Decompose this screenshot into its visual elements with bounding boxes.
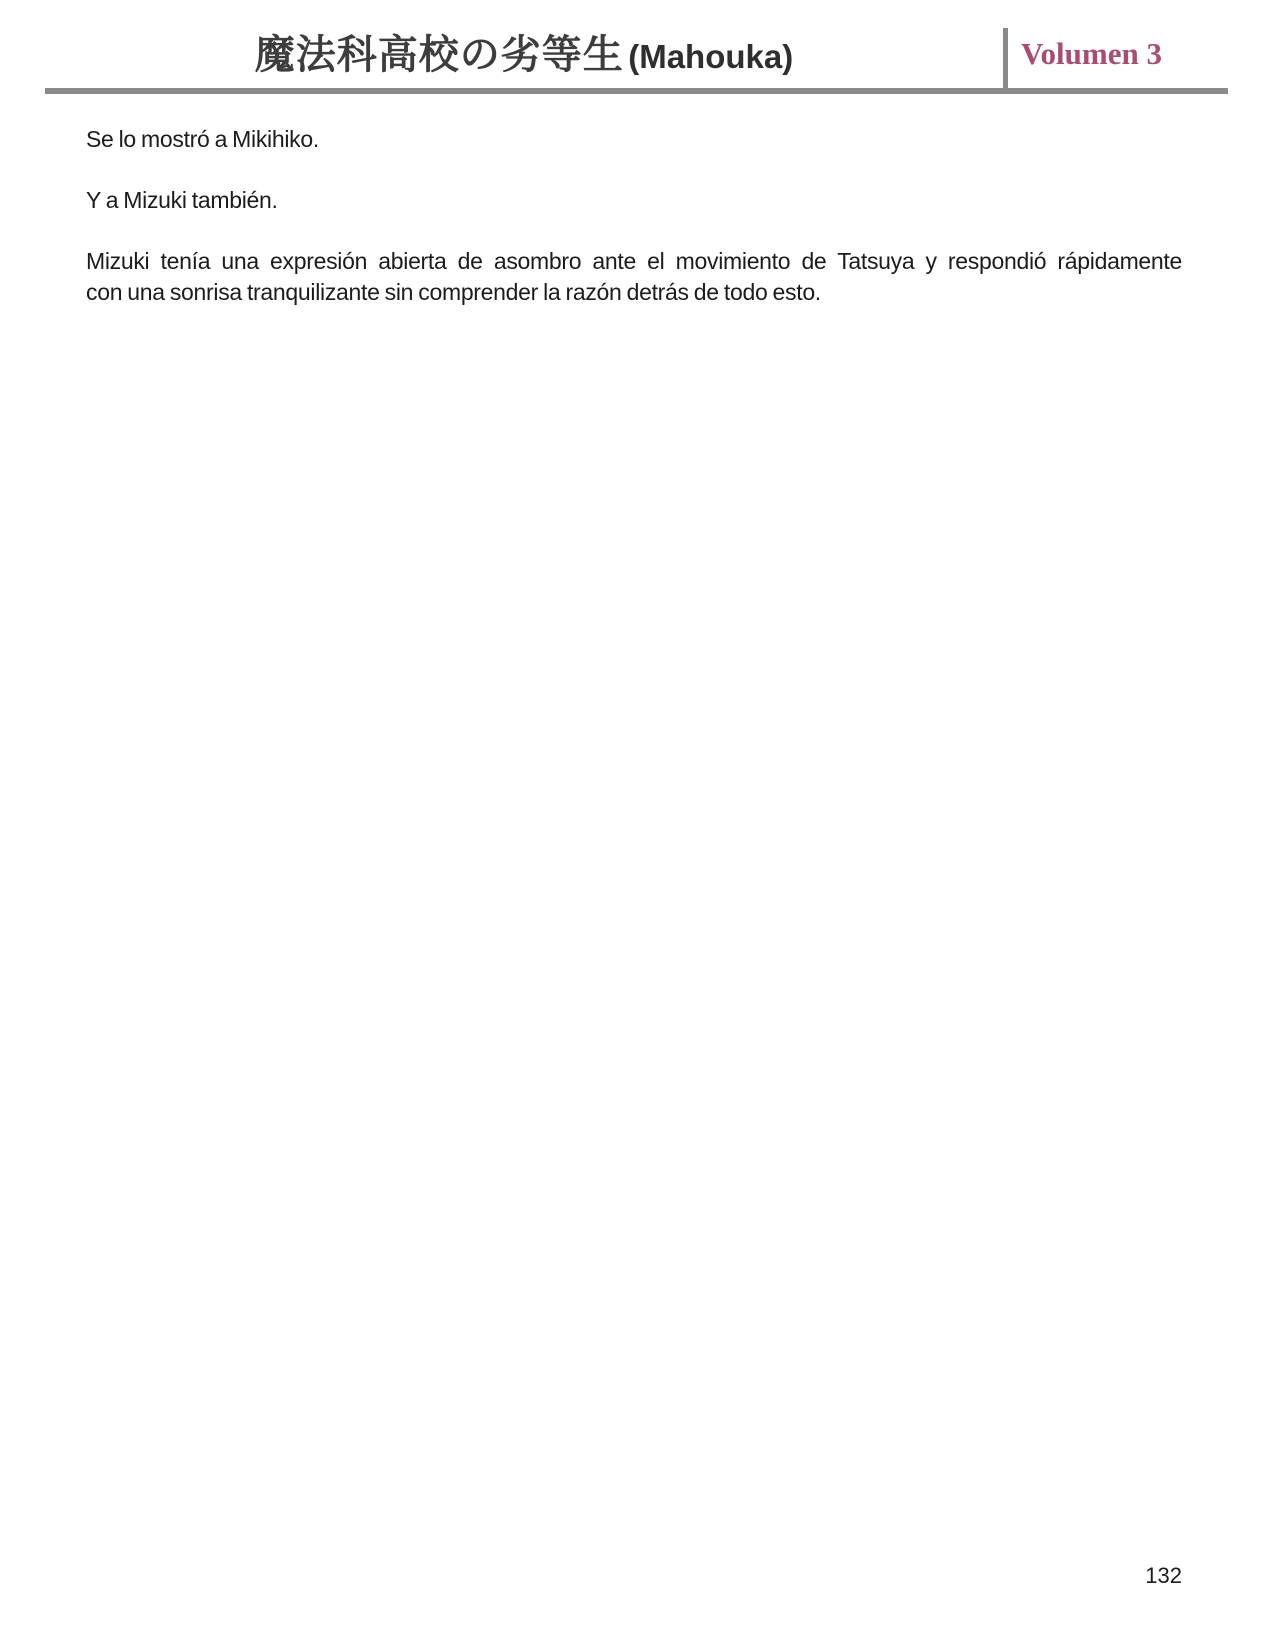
body-text: [86, 124, 1182, 338]
paragraph-line: con una sonrisa tranquilizante sin comprender la razón detrás de todo esto.: [86, 279, 821, 305]
page-header-inner: [45, 0, 1228, 88]
paragraph-line: Y a Mizuki también.: [86, 187, 278, 213]
document-title-latin: (Mahouka): [628, 38, 794, 75]
page-number: 132: [1145, 1563, 1182, 1588]
paragraph: [86, 185, 1182, 216]
document-title: [45, 23, 1003, 88]
paragraph: [86, 124, 1182, 155]
paragraph-line: Mizuki tenía una expresión abierta de asombro ante el movimiento de Tatsuya y respondió rápidamente: [86, 248, 1182, 274]
page-header: [45, 0, 1228, 94]
paragraph: [86, 246, 1182, 308]
volume-label: Volumen 3: [1021, 36, 1162, 71]
paragraph-line: Se lo mostró a Mikihiko.: [86, 126, 319, 152]
document-title-japanese: 魔法科高校の劣等生: [254, 32, 624, 77]
